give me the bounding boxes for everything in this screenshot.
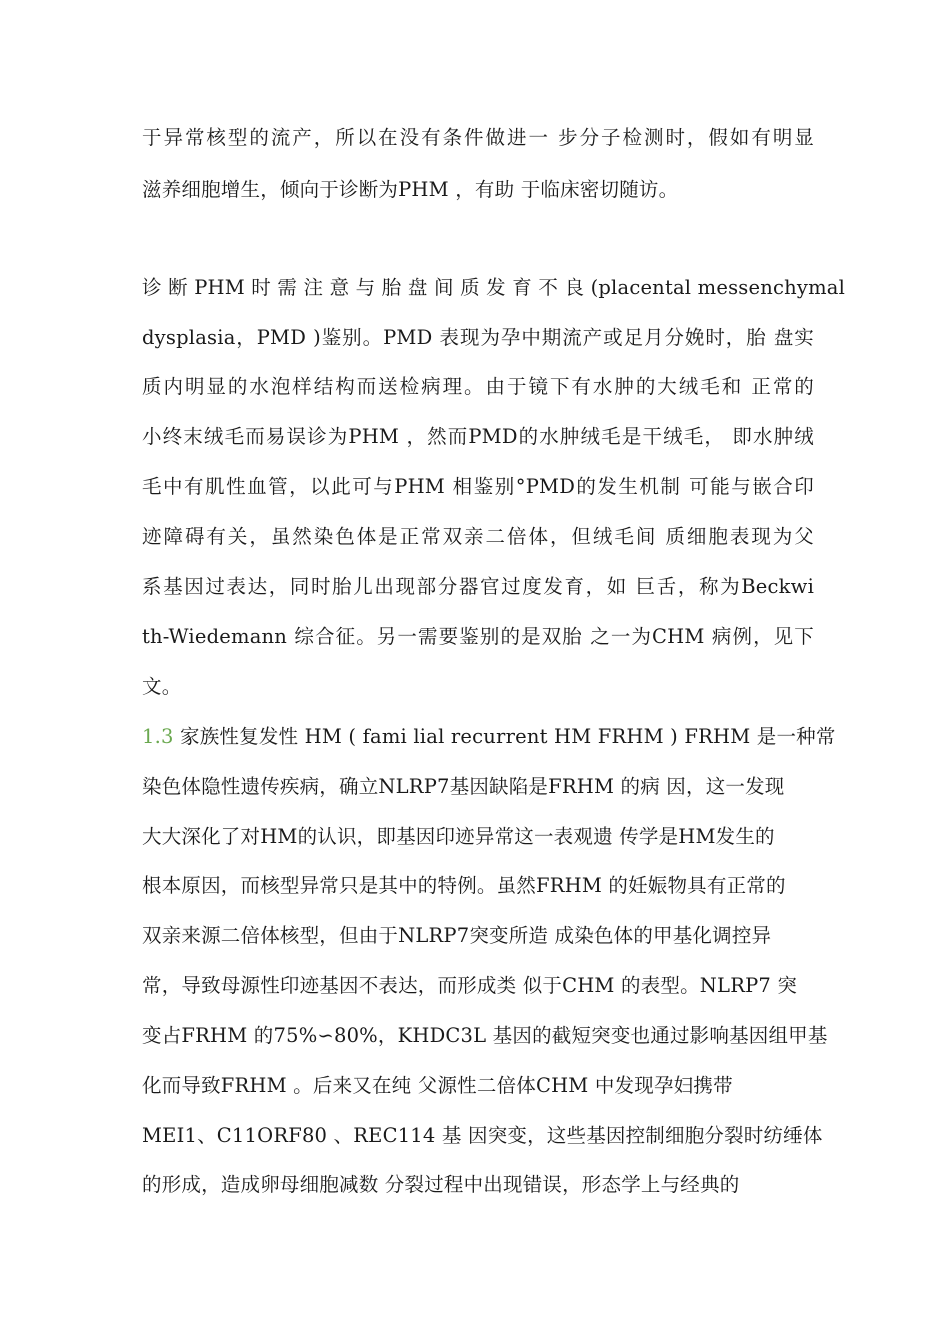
- text-line: 的形成，造成卵母细胞减数 分裂过程中出现错误，形态学上与经典的: [142, 1173, 740, 1196]
- section-heading-text: 家族性复发性 HM ( fami lial recurrent HM FRHM ) FRHM 是一种常: [180, 725, 836, 748]
- section-heading-line: [142, 724, 836, 750]
- text-line: MEI1、C11ORF80 、REC114 基 因突变，这些基因控制细胞分裂时纺缍体: [142, 1124, 823, 1147]
- text-line: 大大深化了对HM的认识，即基因印迹异常这一表观遗 传学是HM发生的: [142, 825, 775, 848]
- text-line: 双亲来源二倍体核型，但由于NLRP7突变所造 成染色体的甲基化调控异: [142, 924, 772, 947]
- text-line: th-Wiedemann 综合征。另一需要鉴别的是双胎 之一为CHM 病例，见下: [142, 625, 814, 648]
- text-line: 系基因过表达，同时胎儿出现部分器官过度发育，如 巨舌，称为Beckwi: [142, 575, 814, 598]
- text-line: 诊 断 PHM 时 需 注 意 与 胎 盘 间 质 发 育 不 良 (placental messenchymal: [142, 276, 846, 299]
- text-line: 文。: [142, 675, 182, 698]
- text-line: 小终末绒毛而易误诊为PHM ，然而PMD的水肿绒毛是干绒毛， 即水肿绒: [142, 425, 814, 448]
- text-line: 滋养细胞增生，倾向于诊断为PHM ，有助 于临床密切随访。: [142, 178, 679, 201]
- text-line: 根本原因，而核型异常只是其中的特例。虽然FRHM 的妊娠物具有正常的: [142, 874, 786, 897]
- section-number: 1.3: [142, 725, 174, 748]
- text-line: 迹障碍有关，虽然染色体是正常双亲二倍体，但绒毛间 质细胞表现为父: [142, 525, 814, 548]
- text-line: 常，导致母源性印迹基因不表达，而形成类 似于CHM 的表型。NLRP7 突: [142, 974, 798, 997]
- text-line: dysplasia，PMD )鉴别。PMD 表现为孕中期流产或足月分娩时，胎 盘实: [142, 326, 814, 349]
- text-line: 质内明显的水泡样结构而送检病理。由于镜下有水肿的大绒毛和 正常的: [142, 375, 814, 398]
- text-line: 变占FRHM 的75%∽80%，KHDC3L 基因的截短突变也通过影响基因组甲基: [142, 1024, 828, 1047]
- text-line: 于异常核型的流产，所以在没有条件做进一 步分子检测时，假如有明显: [142, 126, 814, 149]
- text-line: 染色体隐性遗传疾病，确立NLRP7基因缺陷是FRHM 的病 因，这一发现: [142, 775, 785, 798]
- text-line: 毛中有肌性血管，以此可与PHM 相鉴别°PMD的发生机制 可能与嵌合印: [142, 475, 814, 498]
- text-line: 化而导致FRHM 。后来又在纯 父源性二倍体CHM 中发现孕妇携带: [142, 1074, 733, 1097]
